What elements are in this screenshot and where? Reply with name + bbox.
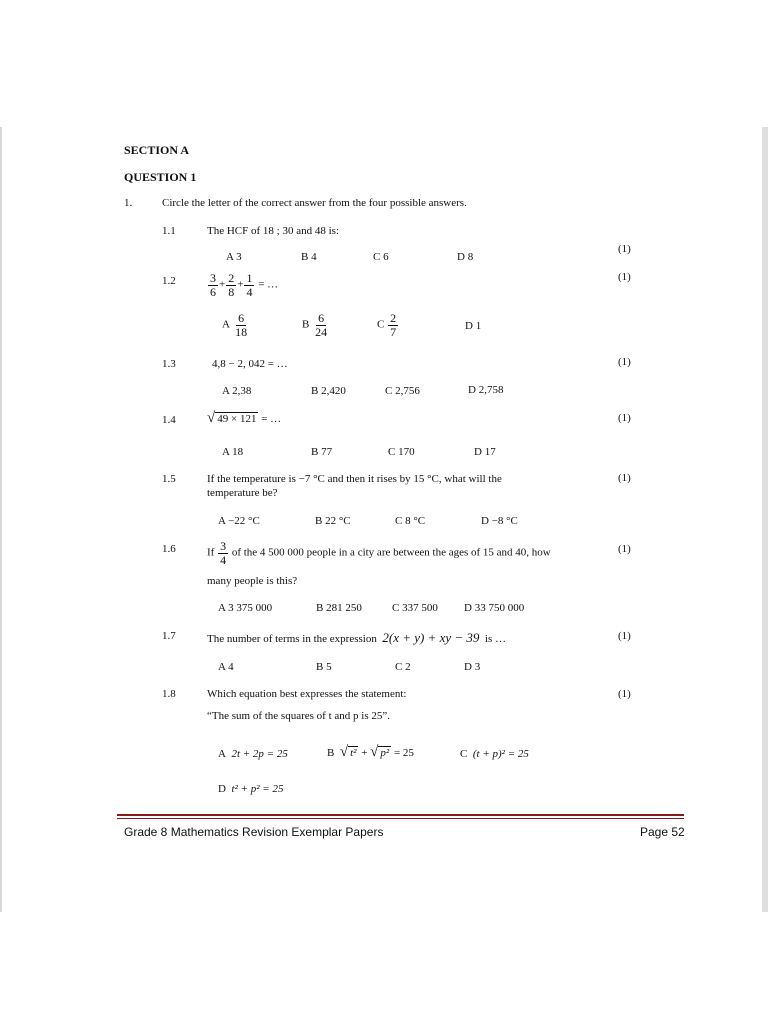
q1-5-mark: (1) <box>618 472 631 484</box>
q1-7-option-b[interactable]: B 5 <box>316 661 332 673</box>
q1-2-expression: $\frac{3}{6}$ + $\frac{2}{8}$ + $\frac{1}{4}$ = … <box>210 271 279 299</box>
q1-6-option-c[interactable]: C 337 500 <box>392 602 438 614</box>
fraction: $\frac{3}{6}$ <box>210 271 216 299</box>
q1-3-number: 1.3 <box>162 358 176 370</box>
q1-5-option-a[interactable]: A −22 °C <box>218 515 260 527</box>
footer-rule <box>117 814 684 816</box>
page-number: Page 52 <box>640 825 685 839</box>
square-root: √ p² <box>370 744 390 760</box>
q1-5-option-b[interactable]: B 22 °C <box>315 515 351 527</box>
q1-2-mark: (1) <box>618 271 631 283</box>
q1-3-option-c[interactable]: C 2,756 <box>385 385 420 397</box>
q1-7-text: The number of terms in the expression 2(x + y) + xy − 39 is … <box>207 630 507 645</box>
document-page <box>0 127 768 912</box>
fraction: $\frac{2}{8}$ <box>228 271 235 299</box>
q1-4-option-d[interactable]: D 17 <box>474 446 496 458</box>
q1-4-option-c[interactable]: C 170 <box>388 446 415 458</box>
q1-1-option-c[interactable]: C 6 <box>373 251 389 263</box>
page-edge-left <box>0 127 2 912</box>
question-heading: QUESTION 1 <box>124 170 197 184</box>
fraction: $\frac{6}{18}$ <box>235 311 248 339</box>
q1-2-option-b[interactable]: B $\frac{6}{24}$ <box>302 311 328 339</box>
q1-1-option-d[interactable]: D 8 <box>457 251 474 263</box>
q1-5-number: 1.5 <box>162 473 176 485</box>
q1-1-number: 1.1 <box>162 225 176 237</box>
q1-5-text-line1: If the temperature is −7 °C and then it rises by 15 °C, what will the <box>207 473 502 485</box>
q1-8-option-c[interactable]: C (t + p)² = 25 <box>460 748 529 760</box>
footer-rule-thin <box>117 818 684 819</box>
q1-7-option-d[interactable]: D 3 <box>464 661 481 673</box>
section-heading: SECTION A <box>124 143 190 157</box>
q1-3-option-b[interactable]: B 2,420 <box>311 385 346 397</box>
q1-4-mark: (1) <box>618 412 631 424</box>
fraction: $\frac{6}{24}$ <box>315 311 328 339</box>
q1-8-text-line2: “The sum of the squares of t and p is 25”. <box>207 710 390 722</box>
fraction: $\frac{1}{4}$ <box>246 271 253 299</box>
q1-8-option-d[interactable]: D t² + p² = 25 <box>218 783 284 795</box>
instruction-text: Circle the letter of the correct answer from the four possible answers. <box>162 197 467 209</box>
q1-6-mark: (1) <box>618 543 631 555</box>
q1-6-number: 1.6 <box>162 543 176 555</box>
q1-7-mark: (1) <box>618 630 631 642</box>
q1-2-option-d[interactable]: D 1 <box>465 320 482 332</box>
q1-6-option-b[interactable]: B 281 250 <box>316 602 362 614</box>
square-root: √ 49 × 121 <box>207 410 257 426</box>
q1-4-expression: √ 49 × 121 = … <box>207 410 282 426</box>
q1-8-option-b[interactable]: B √ t² + √ p² = 25 <box>327 744 414 760</box>
q1-8-text-line1: Which equation best expresses the statement: <box>207 688 407 700</box>
footer-title: Grade 8 Mathematics Revision Exemplar Papers <box>124 825 384 839</box>
q1-6-option-a[interactable]: A 3 375 000 <box>218 602 273 614</box>
q1-1-text: The HCF of 18 ; 30 and 48 is: <box>207 225 339 237</box>
q1-1-option-b[interactable]: B 4 <box>301 251 317 263</box>
fraction: $\frac{3}{4}$ <box>220 539 227 567</box>
q1-3-option-a[interactable]: A 2,38 <box>222 385 252 397</box>
question-number: 1. <box>124 197 133 209</box>
q1-3-text: 4,8 − 2, 042 = … <box>212 358 288 370</box>
q1-5-option-d[interactable]: D −8 °C <box>481 515 518 527</box>
page-edge-right <box>762 127 768 912</box>
q1-8-number: 1.8 <box>162 688 176 700</box>
q1-7-option-c[interactable]: C 2 <box>395 661 411 673</box>
q1-1-option-a[interactable]: A 3 <box>226 251 242 263</box>
q1-7-option-a[interactable]: A 4 <box>218 661 234 673</box>
q1-8-option-a[interactable]: A 2t + 2p = 25 <box>218 748 288 760</box>
q1-4-number: 1.4 <box>162 414 176 426</box>
q1-3-mark: (1) <box>618 356 631 368</box>
q1-4-option-a[interactable]: A 18 <box>222 446 244 458</box>
q1-6-text-line2: many people is this? <box>207 575 298 587</box>
q1-7-number: 1.7 <box>162 630 176 642</box>
q1-2-option-a[interactable]: A $\frac{6}{18}$ <box>222 311 248 339</box>
fraction: $\frac{2}{7}$ <box>390 311 397 339</box>
square-root: √ t² <box>339 744 357 760</box>
q1-2-option-c[interactable]: C $\frac{2}{7}$ <box>377 311 397 339</box>
q1-8-mark: (1) <box>618 688 631 700</box>
q1-1-mark: (1) <box>618 243 631 255</box>
q1-6-text-line1: If $\frac{3}{4}$ of the 4 500 000 people in a city are between the ages of 15 and 40, how <box>207 539 551 567</box>
q1-3-option-d[interactable]: D 2,758 <box>468 384 504 396</box>
q1-5-option-c[interactable]: C 8 °C <box>395 515 426 527</box>
q1-2-number: 1.2 <box>162 275 176 287</box>
q1-4-option-b[interactable]: B 77 <box>311 446 333 458</box>
q1-6-option-d[interactable]: D 33 750 000 <box>464 602 525 614</box>
q1-5-text-line2: temperature be? <box>207 487 278 499</box>
